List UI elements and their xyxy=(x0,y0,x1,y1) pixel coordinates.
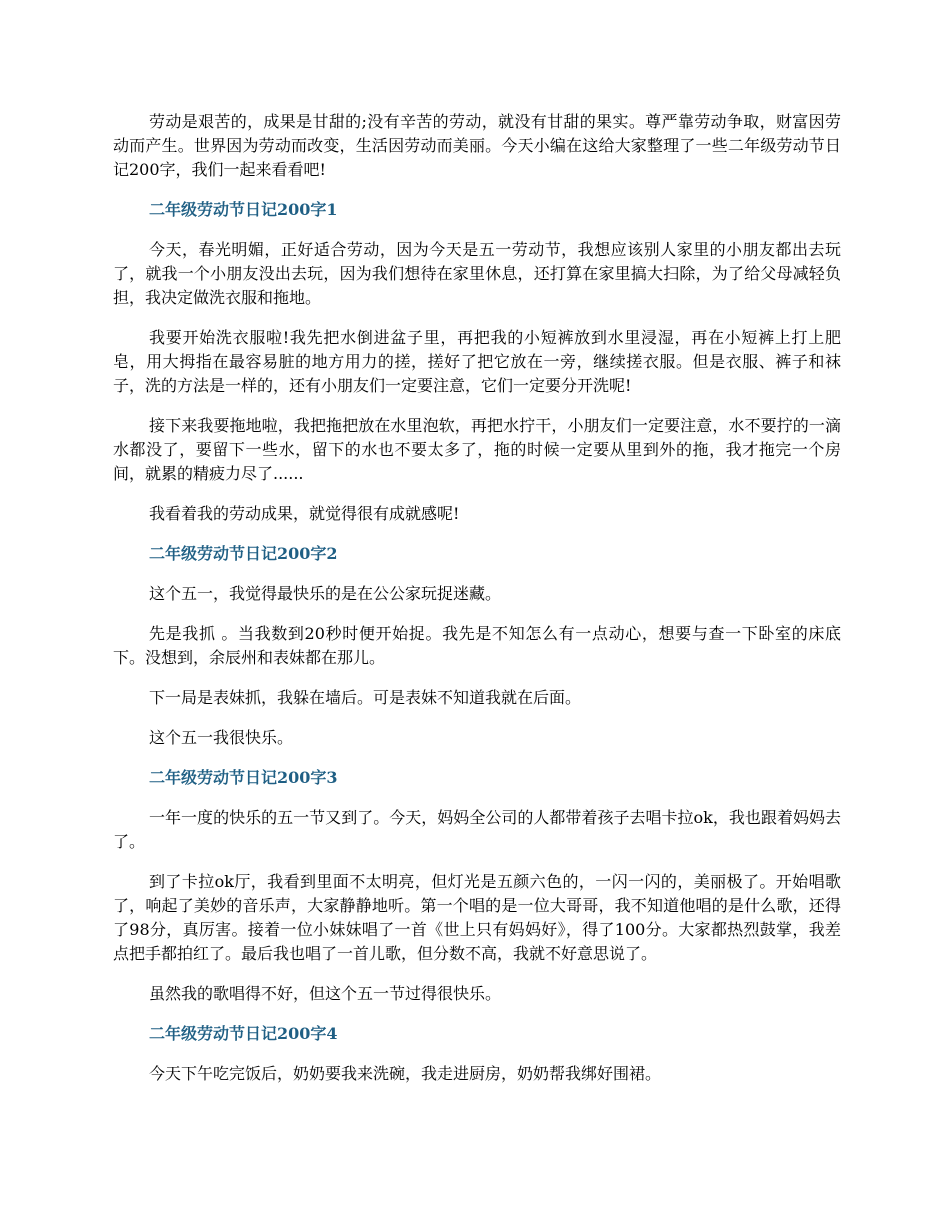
paragraph: 下一局是表妹抓，我躲在墙后。可是表妹不知道我就在后面。 xyxy=(149,688,582,707)
section-heading: 二年级劳动节日记200字3 xyxy=(149,768,338,787)
section-heading: 二年级劳动节日记200字1 xyxy=(149,200,338,219)
document-page xyxy=(113,110,841,1102)
paragraph: 一年一度的快乐的五一节又到了。今天，妈妈全公司的人都带着孩子去唱卡拉ok，我也跟着妈妈去了。 xyxy=(113,808,841,851)
paragraph: 我要开始洗衣服啦!我先把水倒进盆子里，再把我的小短裤放到水里浸湿，再在小短裤上打上肥皂，用大拇指在最容易脏的地方用力的搓，搓好了把它放在一旁，继续搓衣服。但是衣服、裤子和袜子，洗的方法是一样的，还有小朋友们一定要注意，它们一定要分开洗呢! xyxy=(113,328,841,395)
section-3 xyxy=(113,766,841,1006)
intro-paragraph: 劳动是艰苦的，成果是甘甜的;没有辛苦的劳动，就没有甘甜的果实。尊严靠劳动争取，财富因劳动而产生。世界因为劳动而改变，生活因劳动而美丽。今天小编在这给大家整理了一些二年级劳动节日记200字，我们一起来看看吧! xyxy=(113,112,841,179)
paragraph: 今天，春光明媚，正好适合劳动，因为今天是五一劳动节，我想应该别人家里的小朋友都出去玩了，就我一个小朋友没出去玩，因为我们想待在家里休息，还打算在家里搞大扫除，为了给父母减轻负担，我决定做洗衣服和拖地。 xyxy=(113,240,841,307)
paragraph: 接下来我要拖地啦，我把拖把放在水里泡软，再把水拧干，小朋友们一定要注意，水不要拧的一滴水都没了，要留下一些水，留下的水也不要太多了，拖的时候一定要从里到外的拖，我才拖完一个房间，就累的精疲力尽了...... xyxy=(113,416,841,483)
section-4 xyxy=(113,1022,841,1086)
section-heading: 二年级劳动节日记200字4 xyxy=(149,1024,338,1043)
paragraph: 虽然我的歌唱得不好，但这个五一节过得很快乐。 xyxy=(149,984,502,1003)
section-2 xyxy=(113,542,841,750)
section-1 xyxy=(113,198,841,526)
paragraph: 我看着我的劳动成果，就觉得很有成就感呢! xyxy=(149,504,460,523)
paragraph: 先是我抓 。当我数到20秒时便开始捉。我先是不知怎么有一点动心，想要与查一下卧室的床底下。没想到，余辰州和表妹都在那儿。 xyxy=(113,624,841,667)
paragraph: 这个五一，我觉得最快乐的是在公公家玩捉迷藏。 xyxy=(149,584,502,603)
paragraph: 这个五一我很快乐。 xyxy=(149,728,294,747)
paragraph: 今天下午吃完饭后，奶奶要我来洗碗，我走进厨房，奶奶帮我绑好围裙。 xyxy=(149,1064,662,1083)
section-heading: 二年级劳动节日记200字2 xyxy=(149,544,338,563)
paragraph: 到了卡拉ok厅，我看到里面不太明亮，但灯光是五颜六色的，一闪一闪的，美丽极了。开始唱歌了，响起了美妙的音乐声，大家静静地听。第一个唱的是一位大哥哥，我不知道他唱的是什么歌，还得了98分，真厉害。接着一位小妹妹唱了一首《世上只有妈妈好》，得了100分。大家都热烈鼓掌，我差点把手都拍红了。最后我也唱了一首儿歌，但分数不高，我就不好意思说了。 xyxy=(113,872,841,963)
